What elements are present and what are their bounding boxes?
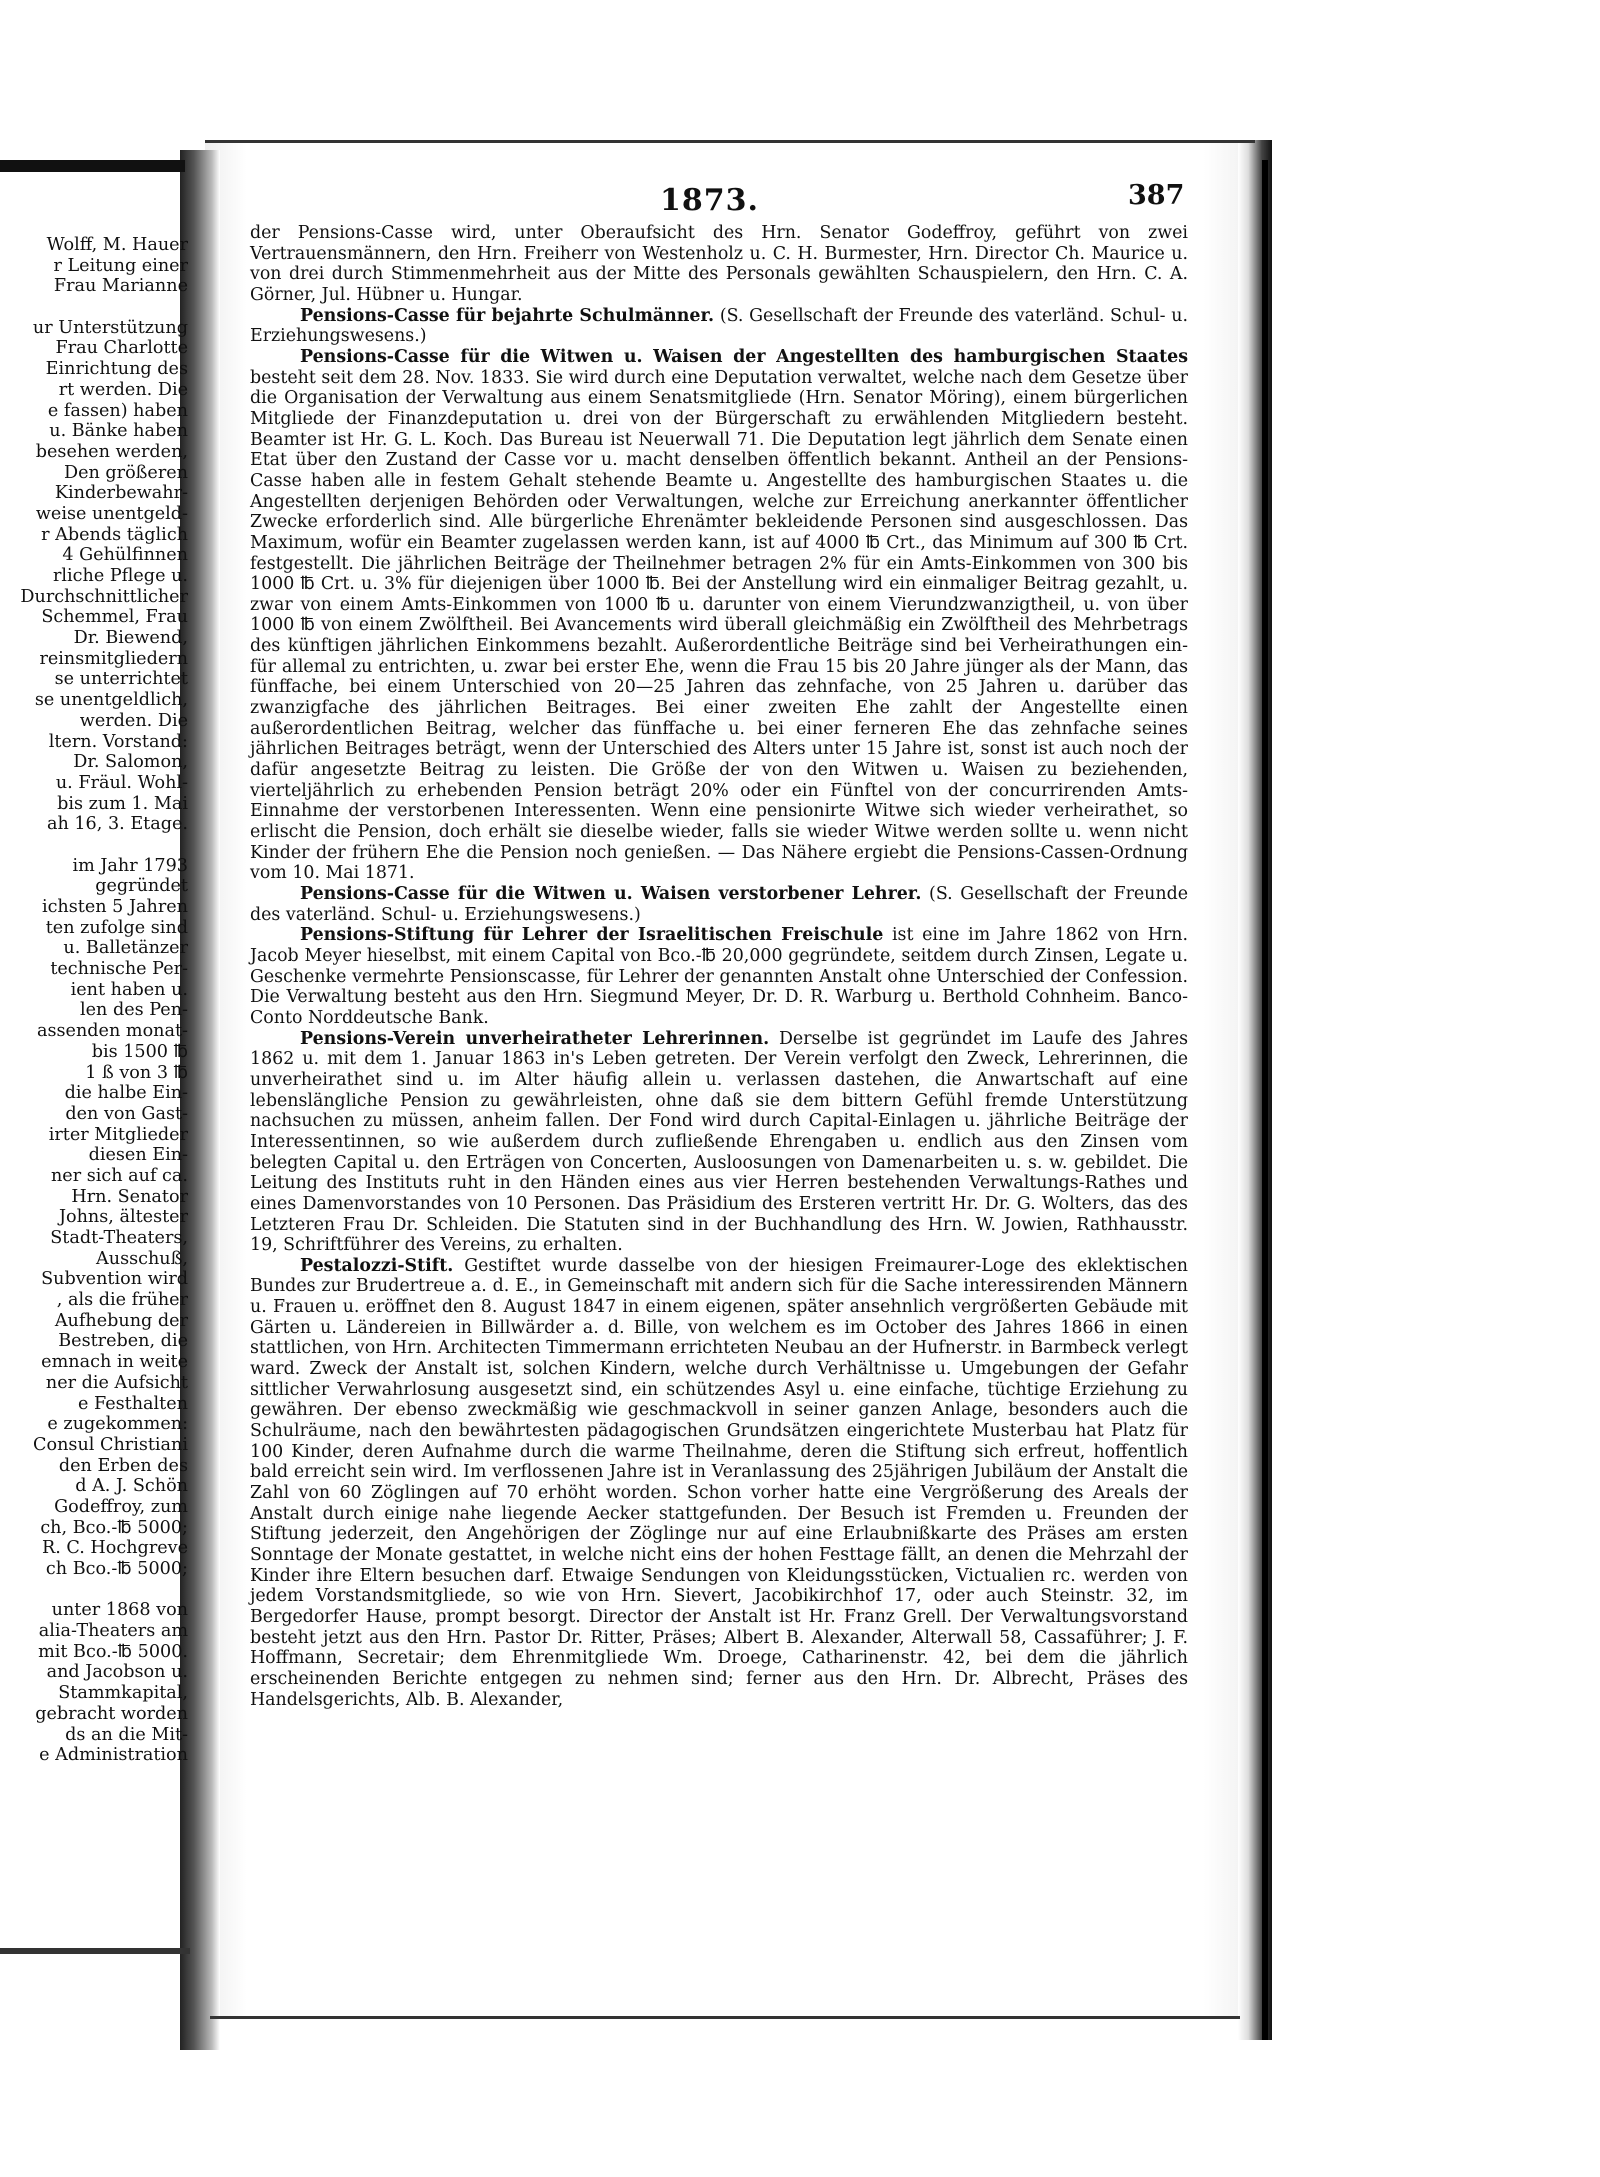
left-fragment-line: R. C. Hochgreve <box>41 1538 188 1559</box>
left-fragment-line: bis 1500 ℔ <box>91 1041 188 1062</box>
left-fragment-line: se unentgeldlich, <box>34 690 188 711</box>
left-fragment-line: Ausschuß, <box>96 1248 188 1269</box>
left-fragment-line: Johns, ältester <box>58 1207 188 1228</box>
left-fragment-line: rliche Pflege u. <box>52 566 188 586</box>
left-fragment-line: and Jacobson u. <box>46 1662 188 1683</box>
left-fragment-line: Bestreben, die <box>58 1331 188 1352</box>
left-fragment-line: u. Bänke haben <box>49 421 188 442</box>
left-fragment-line: irter Mitglieder <box>48 1124 188 1145</box>
left-fragment-line: 1 ß von 3 ℔ <box>85 1062 188 1083</box>
scan-border-right <box>1262 160 1268 2040</box>
left-fragment-line: emnach in weite <box>41 1352 188 1373</box>
left-fragment-line: ient haben u. <box>70 979 188 1000</box>
page-number: 387 <box>1128 180 1185 211</box>
main-text-column <box>250 223 1188 1710</box>
left-fragment-line: ner die Aufsicht <box>45 1372 188 1393</box>
left-fragment-line: den von Gast- <box>65 1103 188 1124</box>
left-fragment-line: e Administration <box>39 1745 188 1766</box>
left-fragment-line: unter 1868 von <box>51 1600 188 1621</box>
left-fragment-line: bis zum 1. Mai <box>57 793 188 814</box>
scan-border-top <box>205 140 1255 143</box>
left-fragment-line <box>0 1580 188 1601</box>
entry-paragraph: Pestalozzi-Stift. Gestiftet wurde dasselbe von der hiesigen Freimaurer-Loge des eklektischen Bundes zur Brudertreue a. d. E., in Gemeinschaft mit andern sich für die Sache interessirenden Männern u. Frauen u. eröffnet den 8. August 1847 in einem eigenen, später ansehnlich vergrößerten Gebäude mit Gärten u. Ländereien in Billwärder a. d. Bille, von welchem es im October des Jahres 1866 in einen stattlichen, von Hrn. Architecten Timmermann errichteten Neubau an der Hufnerstr. in Barmbeck verlegt ward. Zweck der Anstalt ist, solchen Kindern, welche durch Verhältnisse u. Umgebungen der Gefahr sittlicher Verwahrlosung ausgesetzt sind, ein schützendes Asyl u. eine einfache, tüchtige Erziehung zu gewähren. Der ebenso zweckmäßig wie geschmackvoll in seiner ganzen Anlage, besonders auch die Schulräume, nach den bewährtesten pädagogischen Grundsätzen eingerichtete Musterbau hat Platz für 100 Kinder, deren Aufnahme durch die warme Theilnahme, deren die Stiftung sich erfreut, hoffentlich bald erreicht sein wird. Im verflossenen Jahre ist in Veranlassung des 25jährigen Jubiläum der Anstalt die Zahl von 60 Zöglingen auf 70 erhöht worden. Schon vorher hatte eine Vergrößerung des Areals der Anstalt durch einige nahe liegende Aecker stattgefunden. Der Besuch ist Fremden u. Freunden der Stiftung jederzeit, den Angehörigen der Zöglinge nur auf eine Erlaubnißkarte des Präses am ersten Sonntage der Monate gestattet, in welche nicht eins der hohen Festtage fällt, an denen die Mehrzahl der Kinder ihre Eltern besuchen darf. Etwaige Sendungen von Kleidungsstücken, Victualien rc. werden von jedem Vorstandsmitgliede, so wie von Hrn. Sievert, Jacobikirchhof 17, oder auch Steinstr. 32, im Bergedorfer Hause, prompt besorgt. Director der Anstalt ist Hr. Franz Grell. Der Verwaltungsvorstand besteht jetzt aus den Hrn. Pastor Dr. Ritter, Präses; Albert B. Alexander, Alterwall 58, Cassaführer; J. F. Hoffmann, Secretair; dem Ehrenmitgliede Wm. Droege, Catharinenstr. 42, bei dem die jährlich erscheinenden Berichte entgegen zu nehmen sind; ferner aus den Hrn. Dr. Albrecht, Präses des Handelsgerichts, Alb. B. Alexander, <box>250 1255 1188 1710</box>
entry-paragraph: Pensions-Casse für die Witwen u. Waisen verstorbener Lehrer. (S. Gesellschaft der Freunde des vaterländ. Schul- u. Erziehungswesens.) <box>250 884 1188 925</box>
left-fragment-line: Hrn. Senator <box>71 1186 188 1207</box>
left-fragment-line: , als die früher <box>56 1290 188 1311</box>
page-year-header: 1873. <box>660 183 759 218</box>
left-fragment-line: 4 Gehülfinnen <box>62 545 188 566</box>
entry-paragraph: Pensions-Verein unverheiratheter Lehrerinnen. Derselbe ist gegründet im Laufe des Jahres 1862 u. mit dem 1. Januar 1863 in's Leben getreten. Der Verein verfolgt den Zweck, Lehrerinnen, die unverheirathet sind u. im Alter häufig allein u. verlassen dastehen, die Anwartschaft auf eine lebenslängliche Pension zu gewährleisten, ohne daß sie dem bittern Gefühl fremde Unterstützung nachsuchen zu müssen, anheim fallen. Der Fond wird durch Capital-Einlagen u. jährliche Beiträge der Interessentinnen, so wie außerdem durch zufließende Ehrengaben u. endlich aus den Zinsen vom belegten Capital u. den Erträgen von Concerten, Ausloosungen von Damenarbeiten u. s. w. gebildet. Die Leitung des Instituts ruht in den Händen eines aus vier Herren bestehenden Verwaltungs-Rathes und eines Damenvorstandes von 10 Personen. Das Präsidium des Ersteren vertritt Hr. Dr. G. Wolters, das des Letzteren Frau Dr. Schleiden. Die Statuten sind in der Buchhandlung des Hrn. W. Jowien, Rathhausstr. 19, Schriftführer des Vereins, zu erhalten. <box>250 1028 1188 1256</box>
left-fragment-line: ah 16, 3. Etage. <box>46 814 188 835</box>
left-fragment-line: technische Per- <box>50 959 188 980</box>
left-fragment-line: Consul Christiani <box>33 1434 188 1455</box>
left-fragment-line: ten zufolge sind <box>45 917 188 938</box>
left-fragment-line: Subvention wird <box>41 1269 188 1290</box>
left-fragment-line: Wolff, M. Hauer <box>46 235 188 255</box>
left-fragment-line: len des Pen- <box>80 1000 188 1021</box>
left-fragment-line: ltern. Vorstand: <box>48 731 188 752</box>
left-fragment-line: ner sich auf ca. <box>50 1165 188 1186</box>
left-fragment-line: mit Bco.-℔ 5000. <box>38 1641 188 1662</box>
entry-heading: Pensions-Casse für die Witwen u. Waisen der Angestellten des hamburgischen Staates <box>300 346 1188 367</box>
left-fragment-line: werden. Die <box>79 710 188 731</box>
left-fragment-line: d A. J. Schön <box>75 1476 188 1497</box>
entry-paragraph: Pensions-Casse für die Witwen u. Waisen der Angestellten des hamburgischen Staates besteht seit dem 28. Nov. 1833. Sie wird durch eine Deputation verwaltet, welche nach dem Gesetze über die Organisation der Verwaltung aus einem Senatsmitgliede (Hrn. Senator Möring), einem bürgerlichen Mitgliede der Finanzdeputation u. drei von der Bürgerschaft zu erwählenden Mitgliedern besteht. Beamter ist Hr. G. L. Koch. Das Bureau ist Neuerwall 71. Die Deputation legt jährlich dem Senate einen Etat über den Zustand der Casse vor u. macht denselben öffentlich bekannt. Antheil an der Pensions-Casse haben alle in festem Gehalt stehende Beamte u. Angestellte des hamburgischen Staates u. die Angestellten derjenigen Behörden oder Verwaltungen, welche zur Erreichung anerkannter öffentlicher Zwecke erforderlich sind. Alle bürgerliche Ehrenämter bekleidende Personen sind ausgeschlossen. Das Maximum, wofür ein Beamter zugelassen werden kann, ist auf 4000 ℔ Crt., das Minimum auf 300 ℔ Crt. festgestellt. Die jährlichen Beiträge der Theilnehmer betragen 2% für ein Amts-Einkommen von 300 bis 1000 ℔ Crt. u. 3% für diejenigen über 1000 ℔. Bei der Anstellung wird ein einmaliger Beitrag gezahlt, u. zwar von einem Amts-Einkommen von 1000 ℔ u. darunter von einem Vierundzwanzigtheil, u. von über 1000 ℔ von einem Zwölftheil. Bei Avancements wird überall gleichmäßig ein Zwölftheil des Mehrbetrags des künftigen jährlichen Einkommens bezahlt. Außerordentliche Beiträge sind bei Verheirathungen ein- für allemal zu entrichten, u. zwar bei erster Ehe, wenn die Frau 15 bis 20 Jahre jünger als der Mann, das fünffache, bei einem Unterschied von 20—25 Jahren das zehnfache, von 25 Jahren u. darüber das zwanzigfache des jährlichen Beitrages. Bei einer zweiten Ehe zahlt der Angestellte einen außerordentlichen Beitrag, welcher das fünffache u. bei einer ferneren Ehe das zehnfache seines jährlichen Beitrages beträgt, wenn der Unterschied des Alters unter 15 Jahre ist, sonst ist auch noch der dafür angesetzte Beitrag zu leisten. Die Größe der von den Witwen u. Waisen zu beziehenden, vierteljährlich zu erhebenden Pension beträgt 20% oder ein Fünftel von der concurrirenden Amts-Einnahme der verstorbenen Interessenten. Wenn eine pensionirte Witwe sich wieder verheirathet, so erlischt die Pension, doch erhält sie dieselbe wieder, falls sie wieder Witwe werden sollte u. wenn nicht Kinder der frühern Ehe die Pension noch genießen. — Das Nähere ergiebt die Pensions-Cassen-Ordnung vom 10. Mai 1871. <box>250 346 1188 884</box>
entry-heading: Pensions-Casse für die Witwen u. Waisen verstorbener Lehrer. <box>300 884 922 904</box>
left-fragment-line: se unterrichtet <box>54 669 188 690</box>
left-fragment-line: den Erben des <box>58 1455 188 1476</box>
left-fragment-line: assenden monat- <box>37 1021 188 1042</box>
left-fragment-line: gebracht worden <box>35 1703 188 1724</box>
left-fragment-line: Einrichtung des <box>45 359 188 380</box>
left-fragment-line <box>0 297 188 318</box>
left-fragment-line: u. Fräul. Wohl- <box>55 772 188 793</box>
left-fragment-line: Frau Charlotte <box>55 338 188 359</box>
left-fragment-line: reinsmitgliedern <box>39 648 188 669</box>
left-fragment-line: ch, Bco.-℔ 5000; <box>40 1517 188 1538</box>
left-fragment-line: Kinderbewahr- <box>54 483 188 504</box>
entry-heading: Pestalozzi-Stift. <box>300 1255 454 1276</box>
left-fragment-line: Stammkapital, <box>58 1683 188 1704</box>
left-fragment-line: Frau Marianne <box>53 276 188 297</box>
left-fragment-line: im Jahr 1793 <box>72 855 188 876</box>
left-fragment-line <box>0 835 188 856</box>
left-fragment-line: r Leitung einer <box>53 255 188 276</box>
entry-paragraph: Pensions-Stiftung für Lehrer der Israelitischen Freischule ist eine im Jahre 1862 von Hrn. Jacob Meyer hieselbst, mit einem Capital von Bco.-℔ 20,000 gegründete, seitdem durch Zinsen, Legate u. Geschenke vermehrte Pensionscasse, für Lehrer der genannten Anstalt ohne Unterschied der Confession. Die Verwaltung besteht aus den Hrn. Siegmund Meyer, Dr. D. R. Warburg u. Berthold Cohnheim. Banco-Conto Norddeutsche Bank. <box>250 925 1188 1028</box>
left-fragment-line: Den größeren <box>63 462 188 483</box>
paragraph-continuation: der Pensions-Casse wird, unter Oberaufsicht des Hrn. Senator Godeffroy, geführt von zwei Vertrauensmännern, den Hrn. Freiherr von Westenholz u. C. H. Burmester, Hrn. Director Ch. Maurice u. von drei durch Stimmenmehrheit aus der Mitte des Personals gewählten Schauspielern, den Hrn. C. A. Görner, Jul. Hübner u. Hungar. <box>250 223 1188 305</box>
left-fragment-line: Godeffroy, zum <box>54 1496 188 1517</box>
left-fragment-line: Durchschnittlicher <box>20 586 188 607</box>
left-fragment-line: die halbe Ein- <box>64 1083 188 1104</box>
left-fragment-line: Aufhebung der <box>54 1310 188 1331</box>
left-fragment-line: besehen werden, <box>35 441 188 462</box>
entry-paragraph: Pensions-Casse für bejahrte Schulmänner. (S. Gesellschaft der Freunde des vaterländ. Schul- u. Erziehungswesens.) <box>250 305 1188 347</box>
left-fragment-line: ch Bco.-℔ 5000; <box>45 1559 188 1579</box>
left-fragment-line: e Festhalten <box>77 1393 188 1414</box>
left-fragment-line: weise unentgeld- <box>35 503 188 524</box>
left-fragment-line: diesen Ein- <box>88 1145 188 1166</box>
left-fragment-line: ichsten 5 Jahren <box>41 897 188 917</box>
left-fragment-line: ds an die Mit- <box>65 1724 188 1745</box>
left-fragment-line: Stadt-Theaters, <box>50 1228 188 1248</box>
left-fragment-line: Schemmel, Frau <box>41 607 188 628</box>
scan-border-bottom <box>210 2016 1240 2019</box>
entry-heading: Pensions-Verein unverheiratheter Lehrerinnen. <box>300 1028 770 1049</box>
left-fragment-line: rt werden. Die <box>58 379 188 400</box>
left-fragment-line: gegründet <box>95 876 188 897</box>
entry-heading: Pensions-Casse für bejahrte Schulmänner. <box>300 305 715 326</box>
left-fragment-line: u. Balletänzer <box>63 938 188 959</box>
left-fragment-line: e zugekommen: <box>47 1414 188 1435</box>
left-fragment-line: r Abends täglich <box>41 524 188 545</box>
left-fragment-line: Dr. Biewend, <box>73 628 188 649</box>
left-page-fragments <box>0 235 188 1766</box>
entry-heading: Pensions-Stiftung für Lehrer der Israelitischen Freischule <box>300 925 884 946</box>
left-fragment-line: e fassen) haben <box>47 400 188 421</box>
left-fragment-line: ur Unterstützung <box>32 317 188 338</box>
left-fragment-line: alia-Theaters am <box>38 1621 188 1642</box>
left-fragment-line: Dr. Salomon, <box>73 752 188 773</box>
